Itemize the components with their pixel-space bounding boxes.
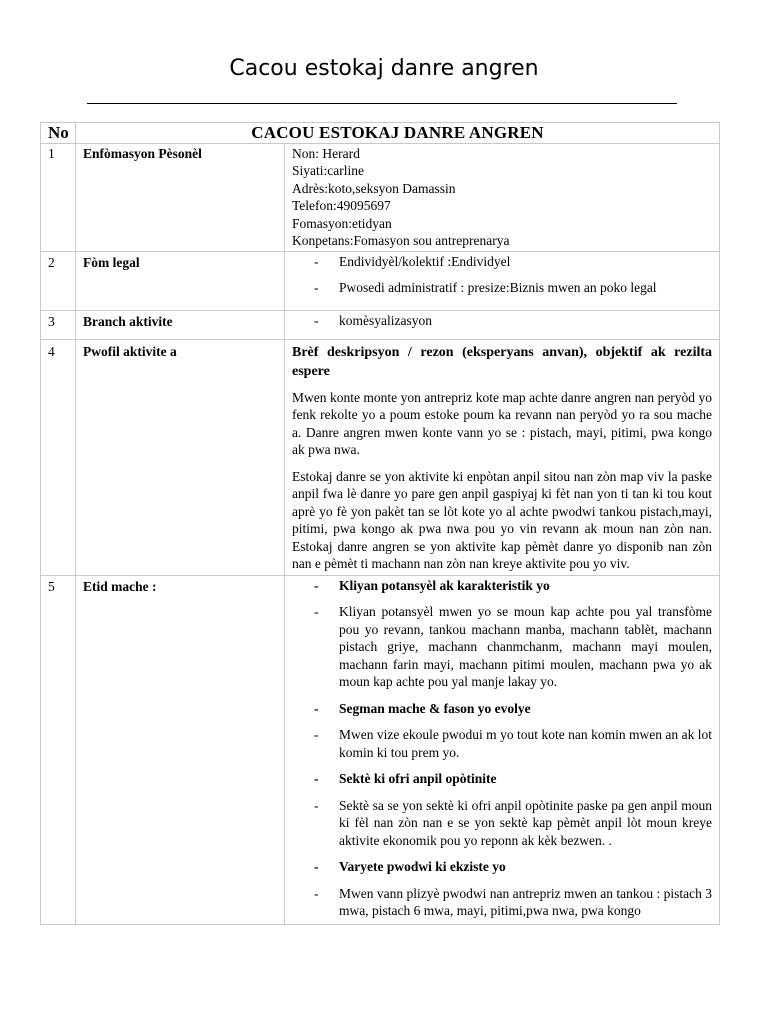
- dash-bullet-icon: -: [314, 727, 319, 742]
- dash-bullet-icon: -: [314, 577, 319, 593]
- row-label: Etid mache :: [76, 575, 285, 924]
- row-number: 1: [41, 143, 76, 251]
- table-row: [41, 251, 720, 310]
- list-item: - Kliyan potansyèl mwen yo se moun kap achte pou yal transfòme pou yo revann, tankou machann manba, machann tablèt, machann pistach griye, machann chanmchanm, machann mayi moulen, machann farin mayi, machann pitimi moulen, machann pwa yo ak moun kap achte pou yal manje lakay yo.: [314, 604, 713, 689]
- table-row: [41, 310, 720, 339]
- personal-info-cell: [285, 143, 720, 251]
- dash-bullet-icon: -: [314, 797, 319, 813]
- info-line: Adrès:koto,seksyon Damassin: [292, 180, 456, 196]
- info-line: Telefon:49095697: [292, 198, 391, 213]
- list-item: - Sektè ki ofri anpil opòtinite: [314, 771, 497, 786]
- info-line: Konpetans:Fomasyon sou antreprenarya: [292, 233, 510, 248]
- business-plan-table: [40, 122, 720, 925]
- list-item: - Varyete pwodwi ki ekziste yo: [314, 859, 506, 874]
- dash-bullet-icon: -: [314, 771, 319, 786]
- info-line: Siyati:carline: [292, 163, 364, 178]
- list-item: - Pwosedi administratif : presize:Biznis mwen an poko legal: [314, 280, 657, 295]
- list-item: - Segman mache & fason yo evolye: [314, 700, 531, 716]
- header-title: CACOU ESTOKAJ DANRE ANGREN: [76, 123, 720, 144]
- dash-bullet-icon: -: [314, 253, 319, 269]
- market-study-cell: [285, 575, 720, 924]
- row-label: Branch aktivite: [76, 310, 285, 339]
- header-no: No: [41, 123, 76, 144]
- list-item: - Mwen vann plizyè pwodwi nan antrepriz mwen an tankou : pistach 3 mwa, pistach 6 mwa, mayi, pitimi,pwa nwa, pwa kongo: [314, 885, 713, 918]
- dash-bullet-icon: -: [314, 885, 319, 901]
- row-label: Pwofil aktivite a: [76, 339, 285, 575]
- title-underline: [87, 103, 677, 104]
- row-number: 3: [41, 310, 76, 339]
- section-heading: Brèf deskripsyon / rezon (eksperyans anvan), objektif ak rezilta espere: [292, 344, 713, 379]
- list-item: - komèsyalizasyon: [314, 312, 432, 328]
- paragraph: Mwen konte monte yon antrepriz kote map achte danre angren nan peryòd yo fenk rekolte yo a poum estoke poum ka revann nan peryòd yo ra sou mache a. Danre angren mwen konte vann yo se : pistach, mayi, pitimi, pwa kongo ak pwa nwa.: [292, 389, 713, 457]
- row-label: Enfòmasyon Pèsonèl: [76, 143, 285, 251]
- dash-bullet-icon: -: [314, 604, 319, 619]
- table-row: [41, 575, 720, 924]
- row-number: 5: [41, 575, 76, 924]
- legal-form-cell: [285, 251, 720, 310]
- document-title: Cacou estokaj danre angren: [229, 56, 539, 81]
- list-item: - Endividyèl/kolektif :Endividyel: [314, 253, 511, 269]
- list-item: - Sektè sa se yon sektè ki ofri anpil opòtinite paske pa gen anpil moun ki fèl nan zòn nan e se yon sektè kap pèmèt anpil lòt moun kreye aktivite ekonomik pou yo reponn ak kèk bezwen. .: [314, 797, 713, 848]
- info-line: Fomasyon:etidyan: [292, 215, 392, 231]
- row-number: 2: [41, 251, 76, 310]
- row-number: 4: [41, 339, 76, 575]
- table-row: [41, 143, 720, 251]
- info-line: Non: Herard: [292, 145, 360, 161]
- dash-bullet-icon: -: [314, 280, 319, 295]
- paragraph: Estokaj danre se yon aktivite ki enpòtan anpil sitou nan zòn map viv la paske anpil fwa lè danre yo pare gen anpil gaspiyaj ki fèt nan yon ti tan ki tou kout aprè yo fè yon pakèt tan se lòt kote yo al achte pwodwi tankou pistach,mayi, pitimi, pwa kongo ak pwa nwa pou yo vin revann ak moun nan zòn nan. Estokaj danre angren se yon aktivite kap pèmèt danre yo disponib nan zòn nan e pèmèt ti machann nan zòn nan kreye aktivite pou yo viv.: [292, 468, 713, 571]
- row-label: Fòm legal: [76, 251, 285, 310]
- table-row: [41, 339, 720, 575]
- dash-bullet-icon: -: [314, 312, 319, 328]
- branch-cell: [285, 310, 720, 339]
- list-item: - Kliyan potansyèl ak karakteristik yo: [314, 577, 550, 593]
- dash-bullet-icon: -: [314, 859, 319, 874]
- dash-bullet-icon: -: [314, 700, 319, 716]
- list-item: - Mwen vize ekoule pwodui m yo tout kote nan komin mwen an ak lot komin ki tou prem yo.: [314, 727, 713, 760]
- table-header-row: [41, 123, 720, 144]
- activity-profile-cell: [285, 339, 720, 575]
